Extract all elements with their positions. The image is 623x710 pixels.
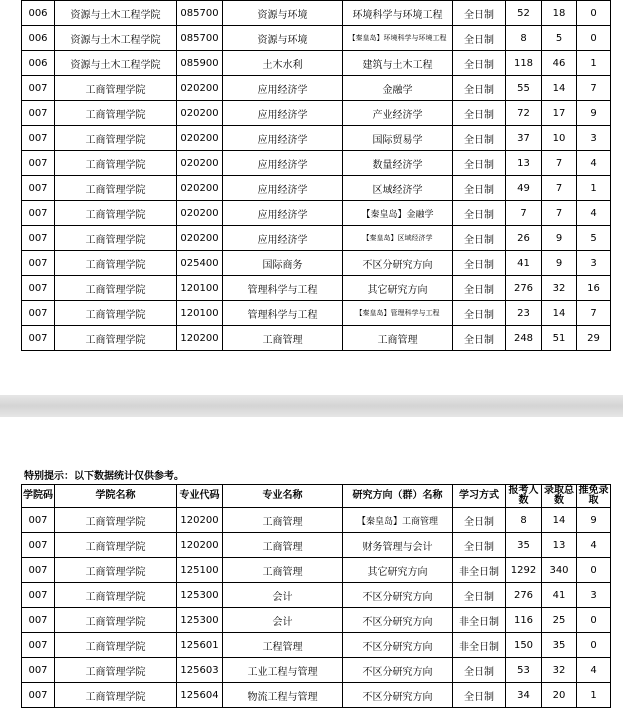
cell-study-mode: 全日制 bbox=[453, 151, 506, 176]
cell-admitted: 35 bbox=[542, 633, 577, 658]
cell-college-name: 工商管理学院 bbox=[55, 558, 177, 583]
cell-recommended: 0 bbox=[577, 633, 611, 658]
cell-admitted: 9 bbox=[542, 251, 577, 276]
cell-research-direction: 【秦皇岛】金融学 bbox=[343, 201, 453, 226]
cell-major-name: 应用经济学 bbox=[223, 101, 343, 126]
cell-admitted: 7 bbox=[542, 176, 577, 201]
table-row bbox=[22, 101, 611, 126]
cell-research-direction: 【秦皇岛】区域经济学 bbox=[343, 226, 453, 251]
cell-major-name: 应用经济学 bbox=[223, 76, 343, 101]
cell-major-name: 会计 bbox=[223, 583, 343, 608]
cell-admitted: 9 bbox=[542, 226, 577, 251]
cell-college-name: 工商管理学院 bbox=[55, 251, 177, 276]
cell-applicants: 53 bbox=[506, 658, 542, 683]
page-bottom bbox=[0, 417, 623, 710]
cell-college-name: 工商管理学院 bbox=[55, 276, 177, 301]
cell-applicants: 34 bbox=[506, 683, 542, 708]
cell-applicants: 49 bbox=[506, 176, 542, 201]
cell-major-name: 应用经济学 bbox=[223, 151, 343, 176]
header-research-direction: 研究方向（群）名称 bbox=[343, 485, 453, 508]
cell-major-code: 120200 bbox=[177, 326, 223, 351]
cell-applicants: 7 bbox=[506, 201, 542, 226]
cell-major-name: 国际商务 bbox=[223, 251, 343, 276]
cell-college-name: 工商管理学院 bbox=[55, 126, 177, 151]
cell-major-name: 应用经济学 bbox=[223, 126, 343, 151]
cell-applicants: 248 bbox=[506, 326, 542, 351]
cell-college-code: 007 bbox=[22, 683, 55, 708]
cell-admitted: 10 bbox=[542, 126, 577, 151]
header-admitted: 录取总数 bbox=[542, 485, 577, 508]
cell-recommended: 0 bbox=[577, 558, 611, 583]
table-row bbox=[22, 51, 611, 76]
cell-recommended: 16 bbox=[577, 276, 611, 301]
cell-major-code: 085900 bbox=[177, 51, 223, 76]
cell-recommended: 4 bbox=[577, 151, 611, 176]
cell-college-code: 007 bbox=[22, 533, 55, 558]
cell-major-code: 085700 bbox=[177, 1, 223, 26]
cell-college-name: 工商管理学院 bbox=[55, 583, 177, 608]
cell-college-code: 007 bbox=[22, 608, 55, 633]
cell-college-code: 007 bbox=[22, 658, 55, 683]
cell-research-direction: 工商管理 bbox=[343, 326, 453, 351]
cell-college-code: 006 bbox=[22, 1, 55, 26]
cell-college-name: 工商管理学院 bbox=[55, 533, 177, 558]
cell-admitted: 340 bbox=[542, 558, 577, 583]
cell-study-mode: 全日制 bbox=[453, 101, 506, 126]
table-header-row bbox=[22, 485, 611, 508]
cell-college-code: 006 bbox=[22, 26, 55, 51]
cell-study-mode: 全日制 bbox=[453, 658, 506, 683]
cell-research-direction: 其它研究方向 bbox=[343, 276, 453, 301]
cell-applicants: 116 bbox=[506, 608, 542, 633]
cell-applicants: 37 bbox=[506, 126, 542, 151]
cell-recommended: 4 bbox=[577, 201, 611, 226]
cell-major-code: 120100 bbox=[177, 276, 223, 301]
cell-recommended: 1 bbox=[577, 176, 611, 201]
table-row bbox=[22, 683, 611, 708]
cell-admitted: 13 bbox=[542, 533, 577, 558]
cell-major-code: 020200 bbox=[177, 76, 223, 101]
cell-college-name: 工商管理学院 bbox=[55, 101, 177, 126]
table-row bbox=[22, 76, 611, 101]
cell-major-code: 020200 bbox=[177, 126, 223, 151]
cell-admitted: 41 bbox=[542, 583, 577, 608]
cell-college-name: 资源与土木工程学院 bbox=[55, 1, 177, 26]
cell-research-direction: 【秦皇岛】环境科学与环境工程 bbox=[343, 26, 453, 51]
cell-major-name: 管理科学与工程 bbox=[223, 301, 343, 326]
cell-admitted: 18 bbox=[542, 1, 577, 26]
cell-recommended: 3 bbox=[577, 126, 611, 151]
cell-study-mode: 全日制 bbox=[453, 508, 506, 533]
cell-research-direction: 其它研究方向 bbox=[343, 558, 453, 583]
cell-research-direction: 不区分研究方向 bbox=[343, 633, 453, 658]
cell-college-name: 工商管理学院 bbox=[55, 608, 177, 633]
cell-study-mode: 全日制 bbox=[453, 533, 506, 558]
table-row bbox=[22, 658, 611, 683]
cell-admitted: 7 bbox=[542, 151, 577, 176]
header-major-code: 专业代码 bbox=[177, 485, 223, 508]
cell-study-mode: 全日制 bbox=[453, 683, 506, 708]
cell-recommended: 9 bbox=[577, 101, 611, 126]
cell-major-code: 120200 bbox=[177, 508, 223, 533]
cell-applicants: 55 bbox=[506, 76, 542, 101]
cell-college-code: 007 bbox=[22, 301, 55, 326]
header-college-name: 学院名称 bbox=[55, 485, 177, 508]
cell-study-mode: 全日制 bbox=[453, 76, 506, 101]
cell-applicants: 1292 bbox=[506, 558, 542, 583]
cell-college-name: 工商管理学院 bbox=[55, 201, 177, 226]
table-row bbox=[22, 326, 611, 351]
cell-college-name: 资源与土木工程学院 bbox=[55, 26, 177, 51]
cell-recommended: 5 bbox=[577, 226, 611, 251]
cell-applicants: 23 bbox=[506, 301, 542, 326]
cell-research-direction: 区域经济学 bbox=[343, 176, 453, 201]
cell-recommended: 7 bbox=[577, 76, 611, 101]
table-row bbox=[22, 176, 611, 201]
cell-college-name: 工商管理学院 bbox=[55, 151, 177, 176]
cell-study-mode: 全日制 bbox=[453, 226, 506, 251]
cell-college-code: 007 bbox=[22, 201, 55, 226]
table-row bbox=[22, 201, 611, 226]
cell-study-mode: 全日制 bbox=[453, 26, 506, 51]
cell-applicants: 8 bbox=[506, 26, 542, 51]
cell-admitted: 51 bbox=[542, 326, 577, 351]
cell-recommended: 7 bbox=[577, 301, 611, 326]
cell-recommended: 3 bbox=[577, 251, 611, 276]
cell-applicants: 72 bbox=[506, 101, 542, 126]
header-recommended: 推免录取 bbox=[578, 485, 609, 506]
cell-admitted: 20 bbox=[542, 683, 577, 708]
cell-major-code: 120100 bbox=[177, 301, 223, 326]
cell-college-code: 007 bbox=[22, 101, 55, 126]
cell-study-mode: 非全日制 bbox=[453, 633, 506, 658]
cell-recommended: 0 bbox=[577, 1, 611, 26]
cell-applicants: 118 bbox=[506, 51, 542, 76]
table-row bbox=[22, 226, 611, 251]
cell-recommended: 1 bbox=[577, 683, 611, 708]
cell-major-code: 120200 bbox=[177, 533, 223, 558]
cell-major-name: 工商管理 bbox=[223, 326, 343, 351]
cell-study-mode: 全日制 bbox=[453, 51, 506, 76]
cell-major-code: 025400 bbox=[177, 251, 223, 276]
cell-research-direction: 财务管理与会计 bbox=[343, 533, 453, 558]
cell-major-code: 085700 bbox=[177, 26, 223, 51]
cell-major-code: 125300 bbox=[177, 608, 223, 633]
cell-major-name: 工业工程与管理 bbox=[223, 658, 343, 683]
cell-admitted: 14 bbox=[542, 508, 577, 533]
cell-college-code: 007 bbox=[22, 633, 55, 658]
cell-research-direction: 不区分研究方向 bbox=[343, 251, 453, 276]
table-row bbox=[22, 608, 611, 633]
cell-study-mode: 全日制 bbox=[453, 126, 506, 151]
cell-major-code: 125300 bbox=[177, 583, 223, 608]
cell-study-mode: 全日制 bbox=[453, 251, 506, 276]
cell-study-mode: 非全日制 bbox=[453, 558, 506, 583]
cell-major-code: 125604 bbox=[177, 683, 223, 708]
notice-text: 特别提示：以下数据统计仅供参考。 bbox=[24, 471, 184, 482]
header-applicants: 报考人数 bbox=[506, 485, 542, 508]
cell-admitted: 32 bbox=[542, 276, 577, 301]
cell-research-direction: 产业经济学 bbox=[343, 101, 453, 126]
cell-major-code: 020200 bbox=[177, 101, 223, 126]
cell-applicants: 8 bbox=[506, 508, 542, 533]
cell-recommended: 9 bbox=[577, 508, 611, 533]
cell-applicants: 35 bbox=[506, 533, 542, 558]
cell-college-code: 007 bbox=[22, 558, 55, 583]
cell-research-direction: 【秦皇岛】工商管理 bbox=[343, 508, 453, 533]
cell-major-name: 土木水利 bbox=[223, 51, 343, 76]
cell-major-code: 125601 bbox=[177, 633, 223, 658]
table-row bbox=[22, 1, 611, 26]
table-row bbox=[22, 583, 611, 608]
cell-applicants: 13 bbox=[506, 151, 542, 176]
cell-research-direction: 金融学 bbox=[343, 76, 453, 101]
table-row bbox=[22, 251, 611, 276]
admissions-table-bottom bbox=[21, 484, 611, 708]
cell-applicants: 150 bbox=[506, 633, 542, 658]
cell-research-direction: 不区分研究方向 bbox=[343, 608, 453, 633]
cell-study-mode: 非全日制 bbox=[453, 608, 506, 633]
cell-major-name: 会计 bbox=[223, 608, 343, 633]
cell-major-code: 125603 bbox=[177, 658, 223, 683]
cell-recommended: 29 bbox=[577, 326, 611, 351]
cell-college-name: 工商管理学院 bbox=[55, 76, 177, 101]
cell-applicants: 26 bbox=[506, 226, 542, 251]
table-row bbox=[22, 508, 611, 533]
cell-college-code: 007 bbox=[22, 508, 55, 533]
cell-major-name: 工商管理 bbox=[223, 533, 343, 558]
cell-college-code: 007 bbox=[22, 126, 55, 151]
admissions-table-top bbox=[21, 0, 611, 351]
cell-major-name: 应用经济学 bbox=[223, 201, 343, 226]
cell-college-code: 007 bbox=[22, 76, 55, 101]
cell-college-name: 工商管理学院 bbox=[55, 633, 177, 658]
cell-study-mode: 全日制 bbox=[453, 301, 506, 326]
cell-admitted: 14 bbox=[542, 301, 577, 326]
cell-major-name: 资源与环境 bbox=[223, 1, 343, 26]
cell-major-name: 应用经济学 bbox=[223, 226, 343, 251]
header-major-name: 专业名称 bbox=[223, 485, 343, 508]
cell-major-name: 工程管理 bbox=[223, 633, 343, 658]
table-row bbox=[22, 276, 611, 301]
header-college-code: 学院码 bbox=[22, 485, 55, 508]
header-study-mode: 学习方式 bbox=[453, 485, 506, 508]
cell-college-name: 工商管理学院 bbox=[55, 683, 177, 708]
table-row bbox=[22, 558, 611, 583]
cell-applicants: 41 bbox=[506, 251, 542, 276]
cell-major-code: 020200 bbox=[177, 201, 223, 226]
cell-applicants: 52 bbox=[506, 1, 542, 26]
cell-major-code: 020200 bbox=[177, 176, 223, 201]
cell-research-direction: 环境科学与环境工程 bbox=[343, 1, 453, 26]
cell-college-name: 工商管理学院 bbox=[55, 508, 177, 533]
cell-admitted: 32 bbox=[542, 658, 577, 683]
cell-admitted: 7 bbox=[542, 201, 577, 226]
cell-college-code: 007 bbox=[22, 276, 55, 301]
cell-research-direction: 国际贸易学 bbox=[343, 126, 453, 151]
cell-admitted: 17 bbox=[542, 101, 577, 126]
cell-study-mode: 全日制 bbox=[453, 276, 506, 301]
cell-college-code: 006 bbox=[22, 51, 55, 76]
cell-study-mode: 全日制 bbox=[453, 201, 506, 226]
cell-applicants: 276 bbox=[506, 276, 542, 301]
table-row bbox=[22, 633, 611, 658]
cell-research-direction: 【秦皇岛】管理科学与工程 bbox=[343, 301, 453, 326]
cell-admitted: 46 bbox=[542, 51, 577, 76]
cell-admitted: 25 bbox=[542, 608, 577, 633]
cell-college-name: 工商管理学院 bbox=[55, 176, 177, 201]
cell-college-code: 007 bbox=[22, 176, 55, 201]
cell-admitted: 5 bbox=[542, 26, 577, 51]
cell-recommended: 0 bbox=[577, 608, 611, 633]
cell-college-code: 007 bbox=[22, 583, 55, 608]
cell-college-name: 工商管理学院 bbox=[55, 326, 177, 351]
cell-research-direction: 不区分研究方向 bbox=[343, 583, 453, 608]
cell-major-code: 020200 bbox=[177, 226, 223, 251]
cell-recommended: 3 bbox=[577, 583, 611, 608]
cell-recommended: 4 bbox=[577, 658, 611, 683]
cell-admitted: 14 bbox=[542, 76, 577, 101]
table-row bbox=[22, 301, 611, 326]
cell-major-code: 020200 bbox=[177, 151, 223, 176]
cell-major-name: 工商管理 bbox=[223, 508, 343, 533]
cell-study-mode: 全日制 bbox=[453, 1, 506, 26]
cell-college-name: 工商管理学院 bbox=[55, 226, 177, 251]
cell-recommended: 4 bbox=[577, 533, 611, 558]
cell-research-direction: 数量经济学 bbox=[343, 151, 453, 176]
cell-college-code: 007 bbox=[22, 226, 55, 251]
cell-research-direction: 建筑与土木工程 bbox=[343, 51, 453, 76]
cell-study-mode: 全日制 bbox=[453, 176, 506, 201]
cell-major-name: 管理科学与工程 bbox=[223, 276, 343, 301]
cell-college-code: 007 bbox=[22, 251, 55, 276]
table-row bbox=[22, 26, 611, 51]
cell-major-name: 物流工程与管理 bbox=[223, 683, 343, 708]
cell-applicants: 276 bbox=[506, 583, 542, 608]
page-separator bbox=[0, 395, 623, 417]
cell-college-name: 工商管理学院 bbox=[55, 301, 177, 326]
cell-recommended: 1 bbox=[577, 51, 611, 76]
cell-study-mode: 全日制 bbox=[453, 326, 506, 351]
cell-research-direction: 不区分研究方向 bbox=[343, 658, 453, 683]
cell-recommended: 0 bbox=[577, 26, 611, 51]
cell-major-code: 125100 bbox=[177, 558, 223, 583]
table-row bbox=[22, 533, 611, 558]
cell-research-direction: 不区分研究方向 bbox=[343, 683, 453, 708]
cell-study-mode: 全日制 bbox=[453, 583, 506, 608]
cell-college-name: 资源与土木工程学院 bbox=[55, 51, 177, 76]
table-row bbox=[22, 151, 611, 176]
cell-college-code: 007 bbox=[22, 326, 55, 351]
cell-college-name: 工商管理学院 bbox=[55, 658, 177, 683]
cell-major-name: 工商管理 bbox=[223, 558, 343, 583]
table-row bbox=[22, 126, 611, 151]
cell-major-name: 资源与环境 bbox=[223, 26, 343, 51]
cell-college-code: 007 bbox=[22, 151, 55, 176]
cell-major-name: 应用经济学 bbox=[223, 176, 343, 201]
